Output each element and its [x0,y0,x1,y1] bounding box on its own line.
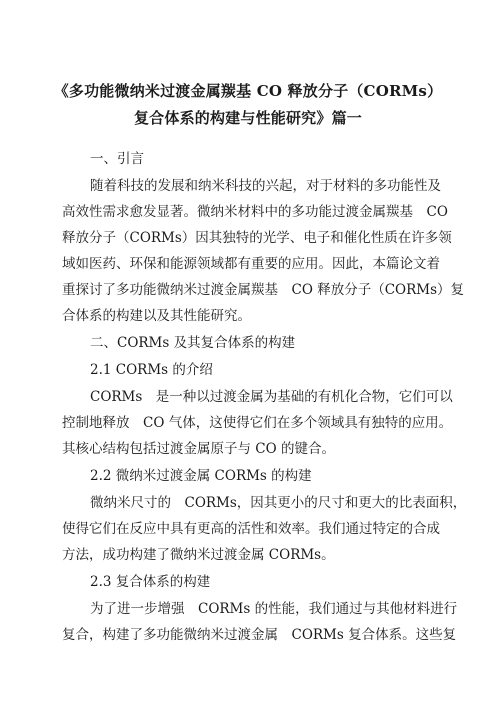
subsection-heading-2-2: 2.2 微纳米过渡金属 CORMs 的构建 [90,468,312,484]
document-title-line-2: 复合体系的构建与性能研究》篇一 [133,109,362,127]
paragraph-line: 复合，构建了多功能微纳米过渡金属 CORMs 复合体系。这些复 [62,627,457,643]
paragraph-line: 随着科技的发展和纳米科技的兴起，对于材料的多功能性及 [90,178,441,194]
document-title-line-1: 《多功能微纳米过渡金属羰基 CO 释放分子（CORMs） [53,82,443,100]
paragraph-line: 其核心结构包括过渡金属原子与 CO 的键合。 [62,441,335,457]
paragraph-line: 为了进一步增强 CORMs 的性能，我们通过与其他材料进行 [90,601,458,617]
paragraph-line: 控制地释放 CO 气体，这使得它们在多个领域具有独特的应用。 [62,415,453,431]
paragraph-line: 重探讨了多功能微纳米过渡金属羰基 CO 释放分子（CORMs）复 [62,282,464,298]
section-heading-introduction: 一、引言 [90,151,144,167]
paragraph-line: 释放分子（CORMs）因其独特的光学、电子和催化性质在许多领 [62,230,452,246]
paragraph-line: 合体系的构建以及其性能研究。 [62,308,251,324]
subsection-heading-2-1: 2.1 CORMs 的介绍 [90,362,213,378]
paragraph-line: 微纳米尺寸的 CORMs，因其更小的尺寸和更大的比表面积， [90,495,467,511]
paragraph-line: 使得它们在反应中具有更高的活性和效率。我们通过特定的合成 [62,521,440,537]
paragraph-line: 高效性需求愈发显著。微纳米材料中的多功能过渡金属羰基 CO [62,204,448,220]
paragraph-line: CORMs 是一种以过渡金属为基础的有机化合物，它们可以 [90,389,453,405]
paragraph-line: 域如医药、环保和能源领域都有重要的应用。因此，本篇论文着 [62,256,440,272]
paragraph-line: 方法，成功构建了微纳米过渡金属 CORMs。 [62,547,335,563]
subsection-heading-2-3: 2.3 复合体系的构建 [90,574,211,590]
section-heading-construction: 二、CORMs 及其复合体系的构建 [90,335,296,351]
